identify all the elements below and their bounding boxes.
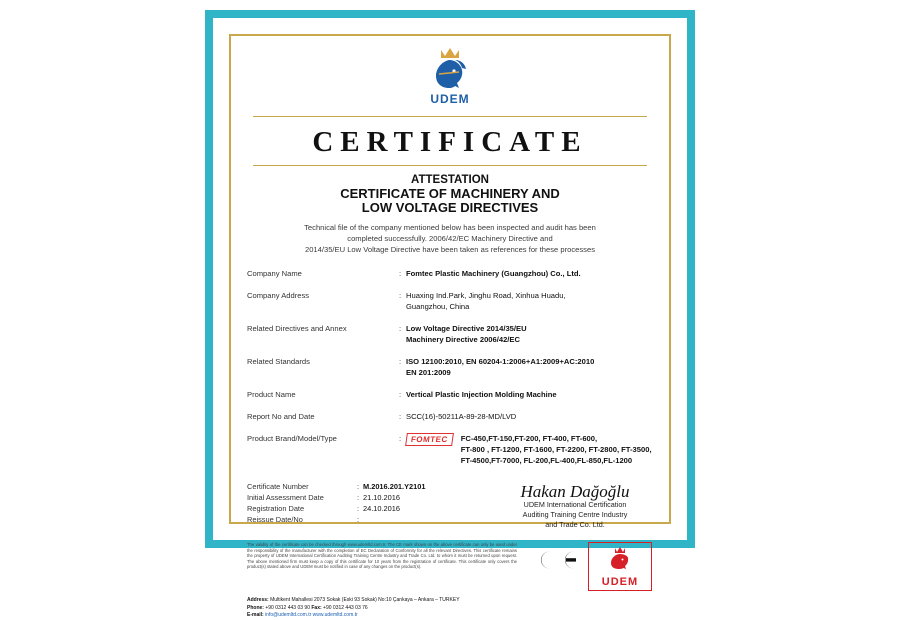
udem-horse-logo-icon <box>419 42 481 94</box>
field-row-product-name <box>247 389 653 400</box>
field-value: Vertical Plastic Injection Molding Machine <box>406 390 557 399</box>
attestation-line-2: CERTIFICATE OF MACHINERY AND <box>340 186 560 201</box>
footer-address <box>247 597 653 620</box>
udem-badge-text: UDEM <box>601 576 639 588</box>
field-colon: : <box>399 390 402 399</box>
attestation-line-3: LOW VOLTAGE DIRECTIVES <box>361 200 539 215</box>
attestation-line-1: ATTESTATION <box>411 174 489 186</box>
fax-label: Fax: <box>311 604 322 611</box>
field-row-related-standards <box>247 356 653 378</box>
meta-row-reissue-date-no <box>247 515 497 524</box>
meta-label: Registration Date <box>247 504 305 513</box>
signature-block <box>497 482 653 530</box>
field-value: Huaxing Ind.Park, Jinghu Road, Xinhua Huadu, <box>406 291 566 300</box>
intro-paragraph <box>235 222 665 255</box>
meta-colon: : <box>357 493 360 502</box>
field-value: ISO 12100:2010, EN 60204-1:2006+A1:2009+AC:2010 <box>406 357 595 366</box>
attestation-block <box>235 173 665 215</box>
field-row-report-no-and-date <box>247 411 653 422</box>
field-value: Low Voltage Directive 2014/35/EU <box>406 324 527 333</box>
field-colon: : <box>399 324 402 333</box>
issuer-line-2: Auditing Training Centre Industry <box>522 510 628 519</box>
phone-value: +90 0312 443 03 90 <box>265 604 310 611</box>
field-value-group <box>406 323 527 345</box>
field-list <box>247 268 653 466</box>
website-value[interactable]: www.udemltd.com.tr <box>312 612 358 619</box>
meta-row-initial-assessment-date <box>247 493 497 502</box>
field-colon: : <box>399 269 402 278</box>
brand-model-list <box>461 433 652 466</box>
meta-label: Certificate Number <box>247 482 309 491</box>
brand-model-line: FT-4500,FT-7000, FL-200,FL-400,FL-850,FL-1200 <box>460 456 633 465</box>
brand-value-group <box>406 433 652 466</box>
certificate-content <box>235 38 665 619</box>
footer-address-line <box>247 597 653 605</box>
field-row-related-directives <box>247 323 653 345</box>
intro-line-3: 2014/35/EU Low Voltage Directive have been taken as references for these processes <box>304 245 595 254</box>
signature-script: Hakan Dağoğlu <box>520 482 630 501</box>
meta-value: 24.10.2016 <box>363 504 400 513</box>
meta-colon: : <box>357 482 360 491</box>
field-value-group <box>406 290 566 312</box>
meta-colon: : <box>357 515 360 524</box>
field-row-company-name <box>247 268 653 279</box>
field-label: Report No and Date <box>247 412 315 421</box>
field-label: Product Brand/Model/Type <box>247 434 337 443</box>
meta-row-registration-date <box>247 504 497 513</box>
field-value: Machinery Directive 2006/42/EC <box>406 335 520 344</box>
field-label: Related Directives and Annex <box>247 324 347 333</box>
field-value: EN 201:2009 <box>406 368 451 377</box>
field-label: Related Standards <box>247 357 310 366</box>
field-value: Fomtec Plastic Machinery (Guangzhou) Co., Ltd. <box>406 269 581 278</box>
footer-email-line <box>247 612 653 620</box>
meta-value: M.2016.201.Y2101 <box>363 482 426 491</box>
brand-model-line: FC-450,FT-150,FT-200, FT-400, FT-600, <box>460 434 598 443</box>
field-value: SCC(16)-50211A-89-28-MD/LVD <box>406 412 517 421</box>
address-value: Multikent Mahallesi 2073 Sokak (Eski 93 Sokak) No:10 Çankaya – Ankara – TURKEY <box>270 597 460 603</box>
field-row-product-brand-model-type <box>247 433 653 466</box>
field-value-group <box>406 356 594 378</box>
divider-under-title <box>253 165 647 166</box>
bottom-section <box>247 482 653 530</box>
udem-mark <box>587 542 653 591</box>
divider-top <box>253 116 647 117</box>
footer-phone-line <box>247 605 653 613</box>
legal-disclaimer: The validity of the certificate can be checked through www.udemltd.com.tr. The CE mark shown on the above certificate can only be used under the responsibility of the manufacturer with the completion of EC Declaration of Conformity for all the relevant Directives. This certificate remains the property of UDEM International Certification Auditing Training Centre Industry and Trade Co. Ltd. to whom it must be returned upon request. The above mentioned firm must keep a copy of this certificate for 10 years from the registration of certificate. This certificate only covers the product(s) stated above and UDEM must be notified in case of any changes on the product(s). <box>247 542 517 570</box>
udem-logo <box>413 42 487 106</box>
issuer-line-3: and Trade Co. Ltd. <box>545 520 605 529</box>
fomtec-brand-logo: FOMTEC <box>405 433 454 446</box>
field-row-company-address <box>247 290 653 312</box>
certificate-outer-frame <box>205 10 695 619</box>
field-value: Guangzhou, China <box>406 302 470 311</box>
ce-mark-icon <box>533 548 581 572</box>
udem-horse-badge-icon <box>607 546 633 570</box>
fax-value: +90 0312 443 03 76 <box>323 604 368 611</box>
phone-label: Phone: <box>247 604 264 611</box>
meta-value: 21.10.2016 <box>363 493 400 502</box>
field-label: Product Name <box>247 390 296 399</box>
udem-badge <box>588 542 652 591</box>
meta-colon: : <box>357 504 360 513</box>
brand-model-line: FT-800 , FT-1200, FT-1600, FT-2200, FT-2800, FT-3500, <box>460 445 652 454</box>
email-label: E-mail: <box>247 612 264 619</box>
field-label: Company Address <box>247 291 310 300</box>
field-colon: : <box>399 291 402 300</box>
logo-area <box>235 42 665 106</box>
field-label: Company Name <box>247 269 302 278</box>
meta-label: Initial Assessment Date <box>247 493 324 502</box>
legal-and-marks <box>247 542 653 591</box>
field-colon: : <box>399 412 402 421</box>
issuer-line-1: UDEM International Certification <box>523 500 627 509</box>
email-value[interactable]: info@udemltd.com.tr <box>265 612 312 619</box>
certificate-meta-list <box>247 482 497 530</box>
field-colon: : <box>399 357 402 366</box>
field-colon: : <box>399 434 402 443</box>
address-label: Address: <box>247 597 269 603</box>
meta-label: Reissue Date/No <box>247 515 303 524</box>
intro-line-2: completed successfully. 2006/42/EC Machinery Directive and <box>347 234 553 243</box>
page-title: CERTIFICATE <box>312 126 588 158</box>
ce-mark <box>527 542 587 577</box>
udem-logo-text: UDEM <box>413 92 487 106</box>
meta-row-certificate-number <box>247 482 497 491</box>
intro-line-1: Technical file of the company mentioned below has been inspected and audit has been <box>304 223 596 232</box>
